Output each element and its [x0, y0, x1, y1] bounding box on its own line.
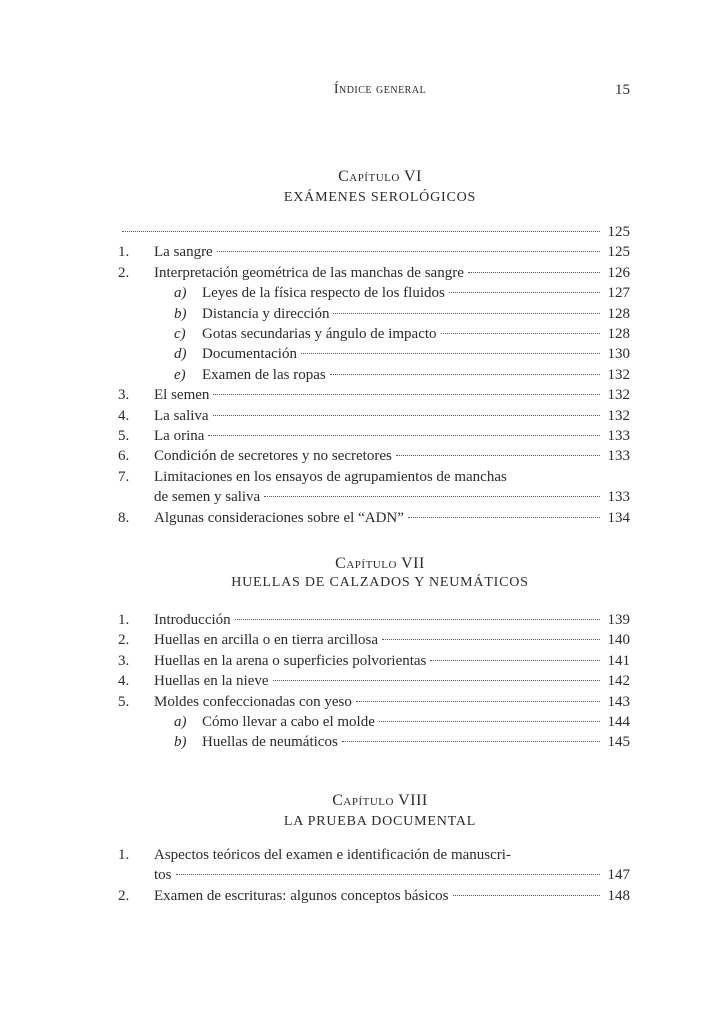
entry-page: 127	[607, 285, 630, 302]
chapter-label: Capítulo VIII	[332, 792, 428, 809]
dot-leader	[273, 680, 600, 681]
entry-number: 6.	[118, 448, 130, 465]
toc-entry	[118, 263, 630, 283]
entry-text: Examen de escrituras: algunos conceptos básicos	[154, 887, 449, 904]
entry-text: Moldes confeccionadas con yeso	[154, 693, 352, 710]
toc-entry	[118, 406, 630, 426]
dot-leader	[430, 660, 600, 661]
entry-page: 128	[607, 305, 630, 322]
toc-entry	[118, 446, 630, 466]
entry-number: 3.	[118, 652, 130, 669]
entry-text: La orina	[154, 428, 205, 444]
entry-text: de semen y saliva	[154, 489, 261, 506]
toc-entry	[118, 732, 630, 752]
dot-leader	[396, 455, 600, 456]
entry-body	[174, 324, 630, 344]
entry-text: Cómo llevar a cabo el molde	[202, 714, 375, 730]
entry-page: 142	[607, 673, 630, 690]
entry-page: 143	[607, 693, 630, 710]
entry-body	[174, 344, 630, 364]
entry-body	[154, 467, 630, 487]
entry-text: Algunas consideraciones sobre el “ADN”	[154, 509, 404, 526]
entry-number: 1.	[118, 244, 130, 261]
toc-entry	[118, 508, 630, 528]
toc-entry	[118, 692, 630, 712]
entry-letter: b)	[174, 734, 187, 751]
toc-entry	[118, 222, 630, 242]
entry-text: Introducción	[154, 612, 231, 628]
dot-leader	[342, 741, 600, 742]
entry-body	[174, 304, 630, 324]
toc-entry	[118, 426, 630, 446]
entry-body	[154, 385, 630, 405]
entry-body	[154, 692, 630, 712]
entry-page: 147	[607, 867, 630, 884]
chapter-title: EXÁMENES SEROLÓGICOS	[283, 190, 477, 205]
entry-number: 5.	[118, 693, 130, 710]
entry-number: 2.	[118, 264, 130, 281]
entry-letter: d)	[174, 346, 187, 363]
toc-entry	[118, 365, 630, 385]
entry-body	[154, 630, 630, 650]
entry-body	[154, 845, 630, 865]
toc-entry	[118, 886, 630, 906]
entry-body	[154, 263, 630, 283]
entry-text: Huellas en la arena o superficies polvorientas	[154, 652, 427, 669]
entry-text: Documentación	[202, 346, 297, 363]
entry-page: 141	[607, 652, 630, 669]
entry-page: 148	[607, 887, 630, 904]
toc-entry	[118, 610, 630, 630]
entry-body	[154, 508, 630, 528]
entry-body	[154, 406, 630, 426]
dot-leader	[379, 721, 600, 722]
dot-leader	[217, 251, 600, 252]
chapter-label: Capítulo VII	[335, 555, 425, 572]
page-number: 15	[615, 82, 630, 98]
dot-leader	[213, 394, 600, 395]
running-title: Índice general	[333, 82, 427, 97]
entry-page: 128	[607, 326, 630, 342]
entry-text: Distancia y dirección	[202, 305, 330, 322]
entry-body	[154, 651, 630, 671]
entry-body	[154, 446, 630, 466]
toc-entry	[118, 865, 630, 885]
dot-leader	[408, 517, 600, 518]
toc-entry	[118, 487, 630, 507]
dot-leader	[122, 231, 600, 232]
entry-body	[174, 732, 630, 752]
entry-text: Huellas en la nieve	[154, 673, 269, 690]
entry-text: Limitaciones en los ensayos de agrupamientos de manchas	[154, 468, 507, 485]
toc-entry	[118, 630, 630, 650]
entry-text: tos	[154, 867, 172, 884]
toc-entry	[118, 845, 630, 865]
entry-body	[154, 865, 630, 885]
entry-body	[154, 671, 630, 691]
entry-number: 1.	[118, 847, 130, 863]
entry-body	[154, 610, 630, 630]
entry-page: 125	[607, 244, 630, 261]
chapter-title: LA PRUEBA DOCUMENTAL	[283, 814, 477, 829]
entry-body	[174, 365, 630, 385]
entry-page: 132	[607, 366, 630, 383]
dot-leader	[453, 895, 601, 896]
entry-number: 5.	[118, 428, 130, 444]
toc-entry	[118, 385, 630, 405]
entry-number: 2.	[118, 632, 130, 649]
dot-leader	[449, 292, 600, 293]
entry-page: 144	[607, 714, 630, 730]
dot-leader	[441, 333, 600, 334]
toc-entry	[118, 712, 630, 732]
entry-page: 130	[607, 346, 630, 363]
entry-text: Huellas en arcilla o en tierra arcillosa	[154, 632, 379, 649]
entry-page: 139	[607, 612, 630, 628]
chapter-label: Capítulo VI	[338, 168, 422, 185]
entry-body	[118, 222, 630, 242]
dot-leader	[382, 639, 600, 640]
entry-number: 4.	[118, 407, 130, 424]
entry-number: 4.	[118, 673, 130, 690]
entry-text: Examen de las ropas	[202, 366, 326, 383]
entry-page: 126	[607, 264, 630, 281]
entry-page: 145	[607, 734, 630, 751]
entry-page: 134	[607, 509, 630, 526]
toc-entry	[118, 671, 630, 691]
entry-number: 7.	[118, 468, 130, 485]
entry-text: Leyes de la física respecto de los fluidos	[202, 285, 445, 302]
dot-leader	[264, 496, 600, 497]
dot-leader	[235, 619, 600, 620]
dot-leader	[176, 874, 600, 875]
dot-leader	[213, 415, 600, 416]
entry-page: 125	[607, 224, 630, 240]
entry-number: 2.	[118, 887, 130, 904]
entry-letter: b)	[174, 305, 187, 322]
toc-entry	[118, 242, 630, 262]
chapter-title: HUELLAS DE CALZADOS Y NEUMÁTICOS	[231, 575, 529, 590]
dot-leader	[333, 313, 600, 314]
entry-body	[154, 242, 630, 262]
entry-text: Huellas de neumáticos	[202, 734, 338, 751]
entry-letter: a)	[174, 285, 187, 302]
entry-text: Condición de secretores y no secretores	[154, 448, 392, 465]
entry-page: 132	[607, 387, 630, 404]
entry-letter: c)	[174, 326, 186, 342]
entry-text: El semen	[154, 387, 210, 404]
dot-leader	[330, 374, 600, 375]
entry-letter: a)	[174, 714, 187, 730]
entry-number: 1.	[118, 612, 130, 628]
entry-body	[174, 712, 630, 732]
toc-entry	[118, 283, 630, 303]
entry-text: Aspectos teóricos del examen e identificación de manuscri-	[154, 847, 511, 863]
dot-leader	[356, 701, 600, 702]
entry-page: 140	[607, 632, 630, 649]
entry-body	[154, 426, 630, 446]
entry-page: 133	[607, 489, 630, 506]
dot-leader	[208, 435, 600, 436]
entry-number: 8.	[118, 509, 130, 526]
dot-leader	[468, 272, 600, 273]
entry-body	[154, 487, 630, 507]
entry-body	[174, 283, 630, 303]
running-header	[130, 82, 630, 102]
entry-page: 132	[607, 407, 630, 424]
entry-letter: e)	[174, 366, 186, 383]
toc-entry	[118, 467, 630, 487]
entry-body	[154, 886, 630, 906]
entry-number: 3.	[118, 387, 130, 404]
toc-entry	[118, 344, 630, 364]
entry-text: La sangre	[154, 244, 213, 261]
entry-text: Gotas secundarias y ángulo de impacto	[202, 326, 437, 342]
toc-entry	[118, 304, 630, 324]
entry-page: 133	[607, 428, 630, 444]
toc-entry	[118, 324, 630, 344]
dot-leader	[301, 353, 600, 354]
toc-entry	[118, 651, 630, 671]
entry-text: Interpretación geométrica de las manchas de sangre	[154, 264, 464, 281]
entry-page: 133	[607, 448, 630, 465]
entry-text: La saliva	[154, 407, 209, 424]
